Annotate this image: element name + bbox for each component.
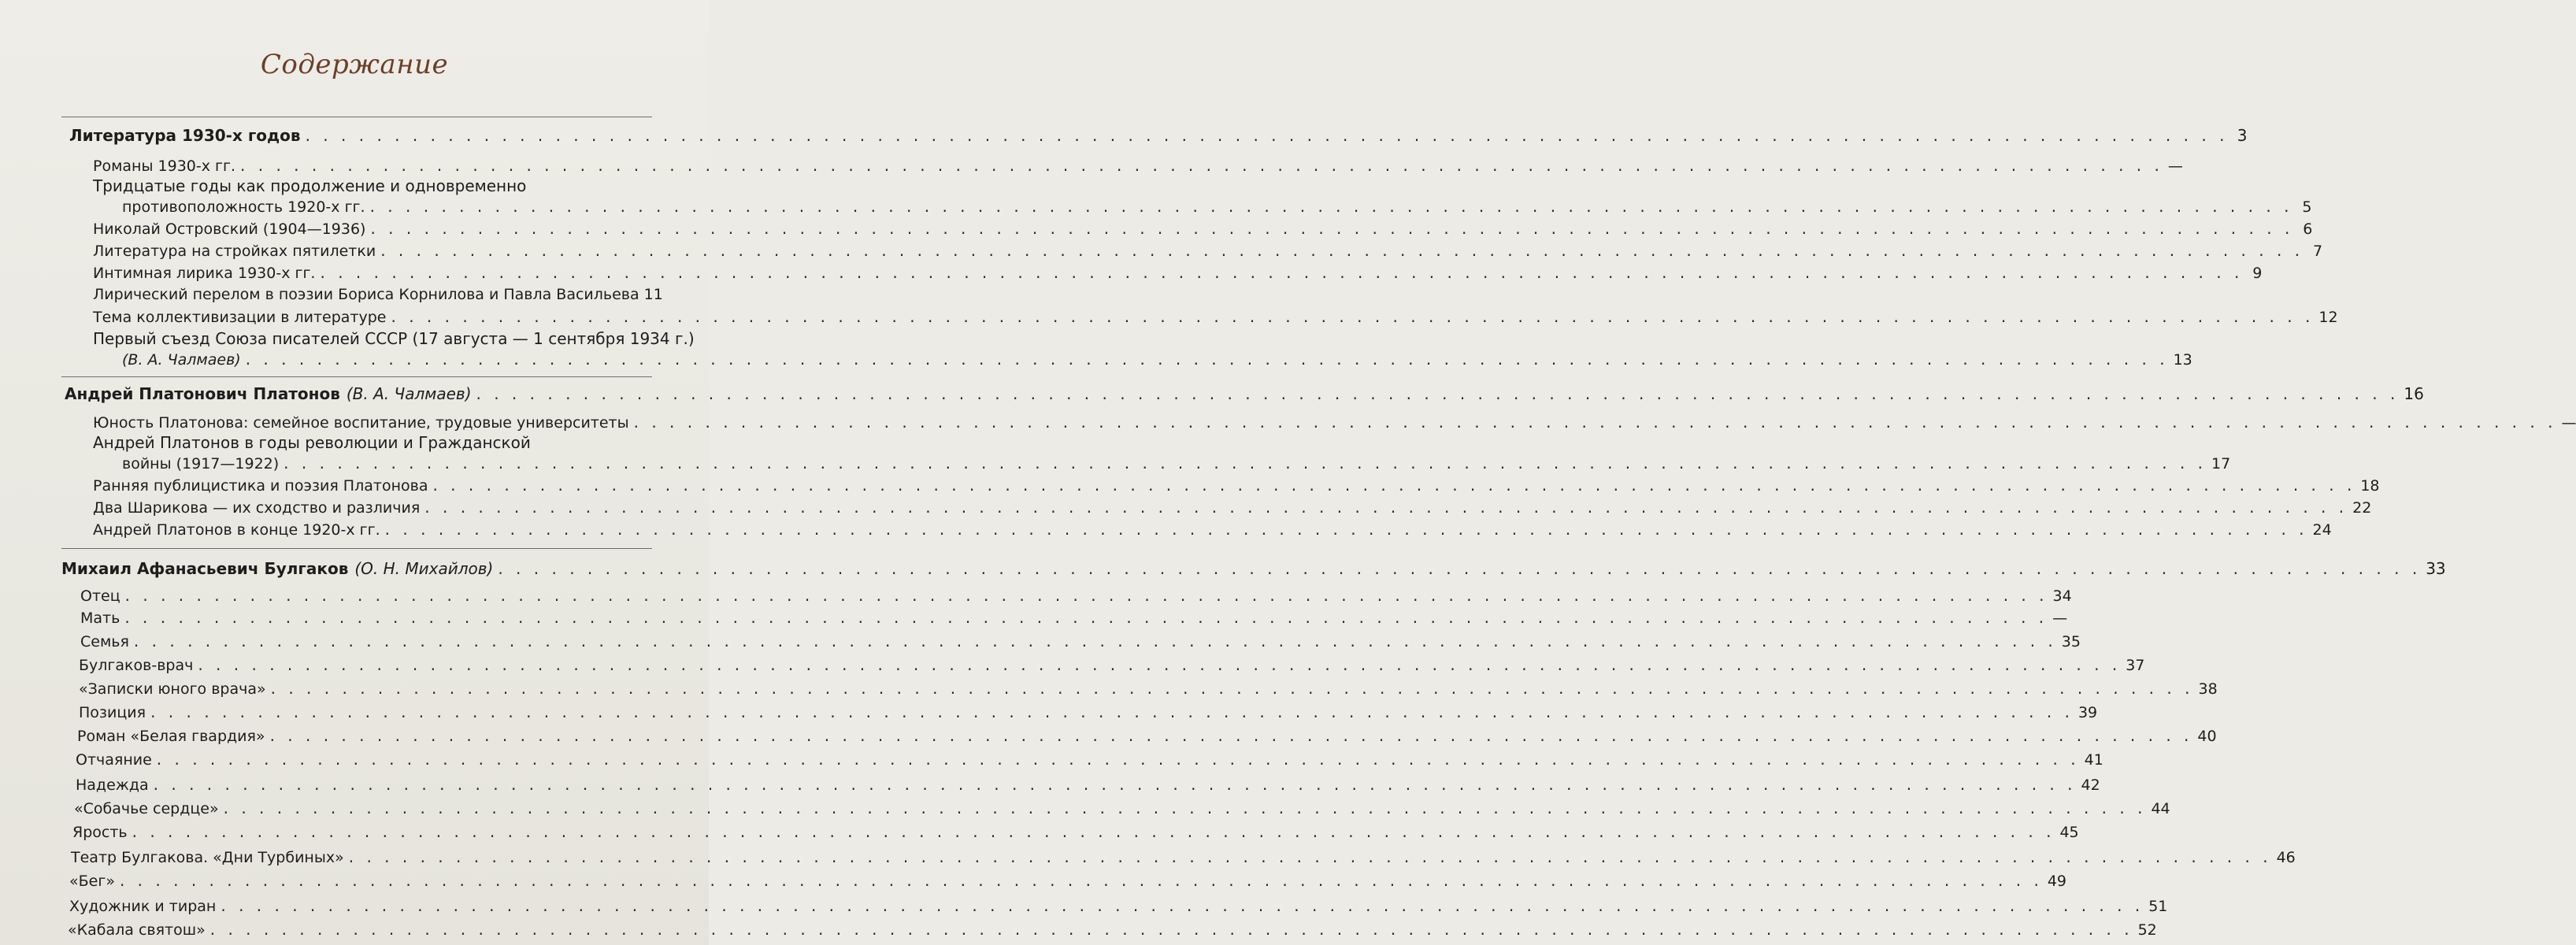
entry-title: Мать [80,610,120,627]
toc-section-literature-1930s [69,126,2248,145]
toc-entry [76,750,2103,769]
entry-title: Тема коллективизации в литературе [93,309,387,326]
entry-title: Романы 1930-х гг. [93,158,236,175]
entry-title: Булгаков-врач [79,657,194,674]
dot-leader: . . . . . . . . . . . . . . . . . . . . . . . . . . . . . . . . . . . . . . . . . . . . . . . . . . . . . . . . . . . . . . . . . . . . . . . . . . . . . . . . . . . . . . . . . . . . . . . . . . . . . . . . . . . . [320,263,2244,282]
toc-entry [71,847,2296,867]
dot-leader: . . . . . . . . . . . . . . . . . . . . . . . . . . . . . . . . . . . . . . . . . . . . . . . . . . . . . . . . . . . . . . . . . . . . . . . . . . . . . . . . . . . . . . . . . . . . . . . . . . . . . . . . . . . . [270,679,2194,698]
dot-leader: . . . . . . . . . . . . . . . . . . . . . . . . . . . . . . . . . . . . . . . . . . . . . . . . . . . . . . . . . . . . . . . . . . . . . . . . . . . . . . . . . . . . . . . . . . . . . . . . . . . . . . . . . . . . [348,847,2272,866]
entry-title: Позиция [79,704,146,721]
dot-leader: . . . . . . . . . . . . . . . . . . . . . . . . . . . . . . . . . . . . . . . . . . . . . . . . . . . . . . . . . . . . . . . . . . . . . . . . . . . . . . . . . . . . . . . . . . . . . . . . . . . . . . . . . . . . [198,655,2122,674]
dot-leader: . . . . . . . . . . . . . . . . . . . . . . . . . . . . . . . . . . . . . . . . . . . . . . . . . . . . . . . . . . . . . . . . . . . . . . . . . . . . . . . . . . . . . . . . . . . . . . . . . . . . . . . . . . . . [124,586,2048,605]
dot-leader: . . . . . . . . . . . . . . . . . . . . . . . . . . . . . . . . . . . . . . . . . . . . . . . . . . . . . . . . . . . . . . . . . . . . . . . . . . . . . . . . . . . . . . . . . . . . . . . . . . . . . . . . . . . . [305,126,2229,145]
toc-entry [77,726,2217,746]
toc-entry [93,219,2313,239]
entry-title-continued: противоположность 1920-х гг. [122,198,365,216]
page-number: 3 [2237,126,2248,145]
entry-title: «Бег» [69,873,115,890]
dot-leader: . . . . . . . . . . . . . . . . . . . . . . . . . . . . . . . . . . . . . . . . . . . . . . . . . . . . . . . . . . . . . . . . . . . . . . . . . . . . . . . . . . . . . . . . . . . . . . . . . . . . . . . . . . . . [245,350,2169,369]
toc-entry [79,702,2098,722]
entry-title: Роман «Белая гвардия» [77,728,265,745]
dot-leader: . . . . . . . . . . . . . . . . . . . . . . . . . . . . . . . . . . . . . . . . . . . . . . . . . . . . . . . . . . . . . . . . . . . . . . . . . . . . . . . . . . . . . . . . . . . . . . . . . . . . . . . . . . . . [223,799,2147,817]
section-title: Андрей Платонович Платонов [65,384,340,403]
toc-entry [122,454,2231,473]
entry-title: Тридцатые годы как продолжение и одновременно [93,176,527,195]
section-author: (О. Н. Михайлов) [354,559,494,578]
toc-entry [69,871,2067,891]
entry-title: «Собачье сердце» [74,800,219,817]
toc-entry [93,241,2323,261]
entry-title: Художник и тиран [69,898,217,915]
page-number: 22 [2352,499,2372,517]
page-number: 13 [2173,351,2192,369]
dot-leader: . . . . . . . . . . . . . . . . . . . . . . . . . . . . . . . . . . . . . . . . . . . . . . . . . . . . . . . . . . . . . . . . . . . . . . . . . . . . . . . . . . . . . . . . . . . . . . . . . . . . . . . . . . . . [221,896,2144,915]
page-number: 46 [2276,849,2296,866]
page-number: 5 [2302,198,2312,216]
page-number: — [2052,610,2068,627]
page-number: 11 [643,286,663,303]
page-number: 51 [2148,898,2168,915]
dot-leader: . . . . . . . . . . . . . . . . . . . . . . . . . . . . . . . . . . . . . . . . . . . . . . . . . . . . . . . . . . . . . . . . . . . . . . . . . . . . . . . . . . . . . . . . . . . . . . . . . . . . . . . . . . . . [284,454,2207,472]
page-number: 41 [2084,751,2103,769]
toc-entry [93,520,2332,539]
dot-leader: . . . . . . . . . . . . . . . . . . . . . . . . . . . . . . . . . . . . . . . . . . . . . . . . . . . . . . . . . . . . . . . . . . . . . . . . . . . . . . . . . . . . . . . . . . . . . . . . . . . . . . . . . . . . [391,307,2315,326]
entry-title: Два Шарикова — их сходство и различия [93,499,421,517]
entry-title: Надежда [76,776,149,794]
entry-title: Андрей Платонов в годы революции и Гражданской [93,433,531,452]
toc-entry [76,775,2100,795]
entry-title: Ярость [72,824,128,841]
page-number: — [2167,158,2183,175]
dot-leader: . . . . . . . . . . . . . . . . . . . . . . . . . . . . . . . . . . . . . . . . . . . . . . . . . . . . . . . . . . . . . . . . . . . . . . . . . . . . . . . . . . . . . . . . . . . . . . . . . . . . . . . . . . . . [498,559,2422,578]
dot-leader: . . . . . . . . . . . . . . . . . . . . . . . . . . . . . . . . . . . . . . . . . . . . . . . . . . . . . . . . . . . . . . . . . . . . . . . . . . . . . . . . . . . . . . . . . . . . . . . . . . . . . . . . . . . . [384,520,2308,539]
section-title: Михаил Афанасьевич Булгаков [61,559,349,578]
page-number: 18 [2360,477,2380,495]
dot-leader: . . . . . . . . . . . . . . . . . . . . . . . . . . . . . . . . . . . . . . . . . . . . . . . . . . . . . . . . . . . . . . . . . . . . . . . . . . . . . . . . . . . . . . . . . . . . . . . . . . . . . . . . . . . . [380,241,2304,260]
toc-entry [93,307,2338,327]
dot-leader: . . . . . . . . . . . . . . . . . . . . . . . . . . . . . . . . . . . . . . . . . . . . . . . . . . . . . . . . . . . . . . . . . . . . . . . . . . . . . . . . . . . . . . . . . . . . . . . . . . . . . . . . . . . . [156,750,2080,769]
dot-leader: . . . . . . . . . . . . . . . . . . . . . . . . . . . . . . . . . . . . . . . . . . . . . . . . . . . . . . . . . . . . . . . . . . . . . . . . . . . . . . . . . . . . . . . . . . . . . . . . . . . . . . . . . . . . [269,726,2193,745]
entry-title: Первый съезд Союза писателей СССР (17 августа — 1 сентября 1934 г.) [93,329,695,348]
page-number: 42 [2081,776,2100,794]
toc-entry [93,476,2380,495]
page-number: 37 [2126,657,2145,674]
toc-entry [72,822,2079,842]
dot-leader: . . . . . . . . . . . . . . . . . . . . . . . . . . . . . . . . . . . . . . . . . . . . . . . . . . . . . . . . . . . . . . . . . . . . . . . . . . . . . . . . . . . . . . . . . . . . . . . . . . . . . . . . . . . . [150,702,2074,721]
toc-entry [74,799,2170,818]
entry-title: Интимная лирика 1930-х гг. [93,265,316,282]
section-divider [61,376,652,377]
page-number: 40 [2197,728,2217,745]
dot-leader: . . . . . . . . . . . . . . . . . . . . . . . . . . . . . . . . . . . . . . . . . . . . . . . . . . . . . . . . . . . . . . . . . . . . . . . . . . . . . . . . . . . . . . . . . . . . . . . . . . . . . . . . . . . . [119,871,2043,890]
dot-leader: . . . . . . . . . . . . . . . . . . . . . . . . . . . . . . . . . . . . . . . . . . . . . . . . . . . . . . . . . . . . . . . . . . . . . . . . . . . . . . . . . . . . . . . . . . . . . . . . . . . . . . . . . . . . [132,822,2055,841]
entry-title: «Записки юного врача» [79,680,266,698]
toc-entry [80,608,2068,628]
entry-title: Юность Платонова: семейное воспитание, трудовые университеты [93,414,629,432]
page-number: 45 [2059,824,2079,841]
page-number: 33 [2426,559,2446,578]
toc-entry [122,350,2192,369]
toc-section-platonov [65,384,2424,403]
entry-title: Отец [80,587,120,605]
entry-title: Отчаяние [76,751,152,769]
entry-title: Литература на стройках пятилетки [93,243,376,260]
page-number: 52 [2137,921,2157,939]
entry-title-continued: войны (1917—1922) [122,455,280,472]
dot-leader: . . . . . . . . . . . . . . . . . . . . . . . . . . . . . . . . . . . . . . . . . . . . . . . . . . . . . . . . . . . . . . . . . . . . . . . . . . . . . . . . . . . . . . . . . . . . . . . . . . . . . . . . . . . . [370,219,2294,238]
toc-entry [93,413,2576,432]
toc-entry [80,632,2081,651]
page-number: 39 [2077,704,2098,721]
dot-leader: . . . . . . . . . . . . . . . . . . . . . . . . . . . . . . . . . . . . . . . . . . . . . . . . . . . . . . . . . . . . . . . . . . . . . . . . . . . . . . . . . . . . . . . . . . . . . . . . . . . . . . . . . . . . [432,476,2356,495]
entry-title: Театр Булгакова. «Дни Турбиных» [71,849,344,866]
page-number: 38 [2198,680,2218,698]
page-number: 7 [2312,243,2323,260]
entry-title: Лирический перелом в поэзии Бориса Корнилова и Павла Васильева [93,286,639,303]
dot-leader: . . . . . . . . . . . . . . . . . . . . . . . . . . . . . . . . . . . . . . . . . . . . . . . . . . . . . . . . . . . . . . . . . . . . . . . . . . . . . . . . . . . . . . . . . . . . . . . . . . . . . . . . . . . . [133,632,2057,650]
toc-entry [93,263,2263,283]
dot-leader: . . . . . . . . . . . . . . . . . . . . . . . . . . . . . . . . . . . . . . . . . . . . . . . . . . . . . . . . . . . . . . . . . . . . . . . . . . . . . . . . . . . . . . . . . . . . . . . . . . . . . . . . . . . . [424,498,2348,517]
page-number: 16 [2404,384,2424,403]
page-number: 24 [2312,521,2332,539]
dot-leader: . . . . . . . . . . . . . . . . . . . . . . . . . . . . . . . . . . . . . . . . . . . . . . . . . . . . . . . . . . . . . . . . . . . . . . . . . . . . . . . . . . . . . . . . . . . . . . . . . . . . . . . . . . . . [209,920,2133,939]
entry-title: Ранняя публицистика и поэзия Платонова [93,477,428,495]
entry-title: Андрей Платонов в конце 1920-х гг. [93,521,380,539]
page-number: 34 [2052,587,2072,605]
page-number: 17 [2211,455,2231,472]
page-number: 9 [2252,265,2263,282]
dot-leader: . . . . . . . . . . . . . . . . . . . . . . . . . . . . . . . . . . . . . . . . . . . . . . . . . . . . . . . . . . . . . . . . . . . . . . . . . . . . . . . . . . . . . . . . . . . . . . . . . . . . . . . . . . . . [124,608,2048,627]
page-number: 35 [2061,633,2081,650]
entry-title: «Кабала святош» [68,921,206,939]
page-number: 44 [2151,800,2170,817]
toc-entry [80,586,2072,606]
dot-leader: . . . . . . . . . . . . . . . . . . . . . . . . . . . . . . . . . . . . . . . . . . . . . . . . . . . . . . . . . . . . . . . . . . . . . . . . . . . . . . . . . . . . . . . . . . . . . . . . . . . . . . . . . . . . [633,413,2557,432]
dot-leader: . . . . . . . . . . . . . . . . . . . . . . . . . . . . . . . . . . . . . . . . . . . . . . . . . . . . . . . . . . . . . . . . . . . . . . . . . . . . . . . . . . . . . . . . . . . . . . . . . . . . . . . . . . . . [153,775,2077,794]
toc-entry [68,920,2157,939]
entry-title: Семья [80,633,129,650]
section-author: (В. А. Чалмаев) [346,384,472,403]
dot-leader: . . . . . . . . . . . . . . . . . . . . . . . . . . . . . . . . . . . . . . . . . . . . . . . . . . . . . . . . . . . . . . . . . . . . . . . . . . . . . . . . . . . . . . . . . . . . . . . . . . . . . . . . . . . . [369,197,2293,216]
entry-title: Николай Островский (1904—1936) [93,220,366,238]
dot-leader: . . . . . . . . . . . . . . . . . . . . . . . . . . . . . . . . . . . . . . . . . . . . . . . . . . . . . . . . . . . . . . . . . . . . . . . . . . . . . . . . . . . . . . . . . . . . . . . . . . . . . . . . . . . . [476,384,2400,403]
toc-entry [93,498,2372,517]
page-number: 6 [2303,220,2313,238]
dot-leader: . . . . . . . . . . . . . . . . . . . . . . . . . . . . . . . . . . . . . . . . . . . . . . . . . . . . . . . . . . . . . . . . . . . . . . . . . . . . . . . . . . . . . . . . . . . . . . . . . . . . . . . . . . . . [240,156,2163,175]
toc-entry [79,655,2145,675]
toc-entry [93,156,2183,176]
page-number: — [2561,414,2576,432]
page-number: 49 [2047,873,2067,890]
section-title: Литература 1930-х годов [69,126,301,145]
toc-entry [79,679,2218,699]
toc-entry [69,896,2168,916]
page-number: 12 [2318,309,2338,326]
entry-author: (В. А. Чалмаев) [122,351,241,369]
page-title: Содержание [260,49,449,80]
toc-section-bulgakov [61,559,2446,578]
section-divider [61,548,652,549]
toc-entry [93,285,679,304]
toc-entry [122,197,2312,217]
